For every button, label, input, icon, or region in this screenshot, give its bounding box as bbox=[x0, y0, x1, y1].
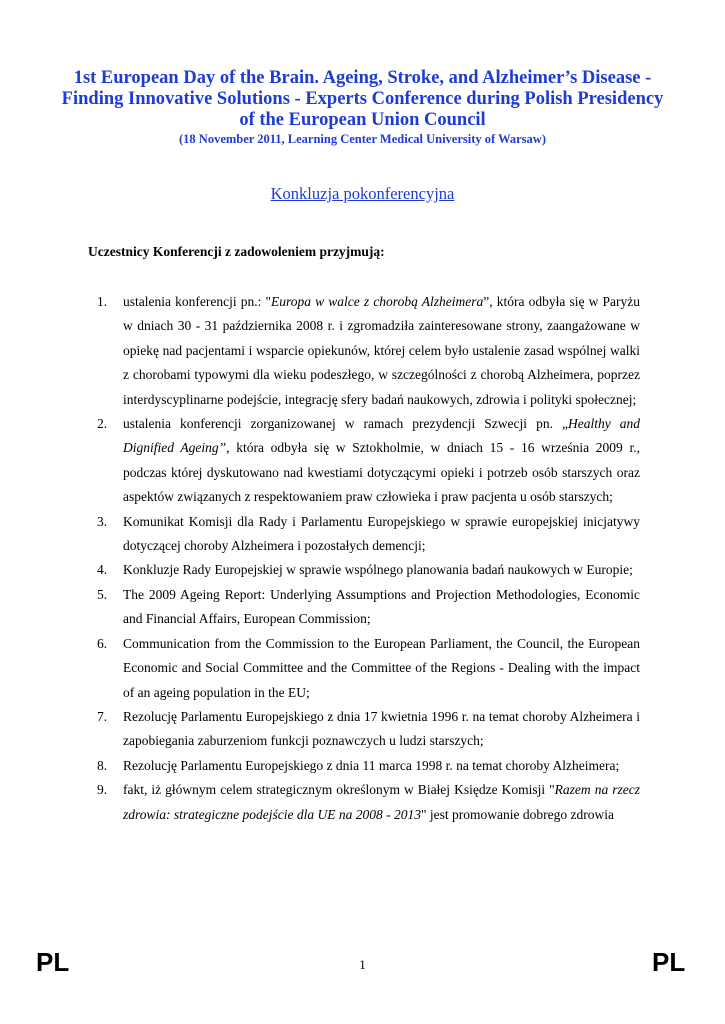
list-item-segment: Rezolucję Parlamentu Europejskiego z dnia 17 kwietnia 1996 r. na temat choroby Alzheimera i zapobiegania zaburzeniom funkcji poznawczych u ludzi starszych; bbox=[123, 708, 640, 749]
list-item bbox=[88, 754, 640, 778]
list-item-segment: która odbyła się w Sztokholmie, w dniach 15 - 16 września 2009 r., podczas której dyskutowano nad kwestiami dotyczącymi opieki i potrzeb osób starszych oraz aspektów związanych z respektowaniem praw człowieka i praw pacjenta u osób starszych; bbox=[123, 440, 640, 505]
conference-subtitle: (18 November 2011, Learning Center Medical University of Warsaw) bbox=[179, 132, 546, 146]
list-item-number: 2. bbox=[97, 416, 108, 432]
list-item-segment: Communication from the Commission to the European Parliament, the Council, the European Economic and Social Committee and the Committee of the Regions - Dealing with the impact of an ageing population in the EU; bbox=[123, 635, 640, 700]
list-item bbox=[88, 705, 640, 754]
list-item bbox=[88, 412, 640, 510]
list-item-text bbox=[123, 510, 640, 559]
intro-statement: Uczestnicy Konferencji z zadowoleniem przyjmują: bbox=[88, 244, 385, 259]
list-item bbox=[88, 632, 640, 705]
list-item-italic-segment: Razem na rzecz zdrowia: strategiczne podejście dla UE na 2008 - 2013 bbox=[123, 782, 640, 822]
list-item-number: 7. bbox=[97, 708, 108, 724]
list-item bbox=[88, 290, 640, 412]
list-item-number: 9. bbox=[97, 782, 108, 798]
list-item-segment: " jest promowanie dobrego zdrowia bbox=[420, 806, 614, 822]
conference-title-line-1: 1st European Day of the Brain. Ageing, Stroke, and Alzheimer’s Disease - bbox=[73, 68, 652, 88]
list-item-text bbox=[123, 705, 640, 754]
numbered-list bbox=[88, 290, 640, 827]
list-item-segment: Komunikat Komisji dla Rady i Parlamentu Europejskiego w sprawie europejskiej inicjatywy dotyczącej choroby Alzheimera i pozostałych demencji; bbox=[123, 513, 640, 554]
list-item-text bbox=[123, 412, 640, 510]
list-item-segment: The 2009 Ageing Report: Underlying Assumptions and Projection Methodologies, Economic and Financial Affairs, European Commission; bbox=[123, 586, 640, 627]
list-item-number: 8. bbox=[97, 757, 108, 773]
list-item-text bbox=[123, 632, 640, 705]
list-item-italic-segment: Europa w walce z chorobą Alzheimera bbox=[271, 294, 484, 309]
list-item-number: 6. bbox=[97, 635, 108, 651]
list-item-text bbox=[123, 583, 640, 632]
list-item-segment: ”, która odbyła się w Paryżu w dniach 30 - 31 października 2008 r. i zgromadziła zainteresowane strony, zaangażowane w opiekę nad pacjentami i wsparcie opiekunów, której celem było ustalenie zasad wspólnej walki z chorobami typowymi dla wieku podeszłego, w szczególności z chorobą Alzheimera, poprzez interdyscyplinarne podejście, integrację sfery badań naukowych, zdrowia i polityki społecznej; bbox=[123, 294, 640, 407]
list-item-text bbox=[123, 558, 640, 582]
list-item-number: 3. bbox=[97, 513, 108, 529]
list-item-number: 4. bbox=[97, 562, 108, 578]
list-item-number: 1. bbox=[97, 294, 108, 309]
list-item-segment: Konkluzje Rady Europejskiej w sprawie wspólnego planowania badań naukowych w Europie; bbox=[123, 562, 633, 578]
list-item bbox=[88, 583, 640, 632]
list-item-number: 5. bbox=[97, 586, 108, 602]
language-marker-right: PL bbox=[652, 947, 686, 977]
list-item bbox=[88, 778, 640, 827]
conference-title-line-3: of the European Union Council bbox=[239, 110, 486, 130]
list-item bbox=[88, 558, 640, 582]
list-item-italic-segment: Healthy and Dignified Ageing”, bbox=[123, 416, 640, 456]
page-number: 1 bbox=[359, 957, 366, 972]
list-item-text bbox=[123, 778, 640, 827]
list-item bbox=[88, 510, 640, 559]
conference-title-line-2: Finding Innovative Solutions - Experts Conference during Polish Presidency bbox=[61, 89, 664, 109]
list-item-text bbox=[123, 290, 640, 412]
list-item-segment: Rezolucję Parlamentu Europejskiego z dnia 11 marca 1998 r. na temat choroby Alzheimera; bbox=[123, 757, 620, 773]
list-item-segment: ustalenia konferencji pn.: " bbox=[123, 294, 272, 309]
list-item-segment: ustalenia konferencji zorganizowanej w ramach prezydencji Szwecji pn. „ bbox=[123, 416, 568, 432]
language-marker-left: PL bbox=[36, 947, 70, 977]
conference-title-block bbox=[60, 68, 665, 147]
list-item-text bbox=[123, 754, 640, 778]
section-heading: Konkluzja pokonferencyjna bbox=[270, 184, 455, 203]
list-item-segment: fakt, iż głównym celem strategicznym określonym w Białej Księdze Komisji " bbox=[123, 782, 555, 798]
